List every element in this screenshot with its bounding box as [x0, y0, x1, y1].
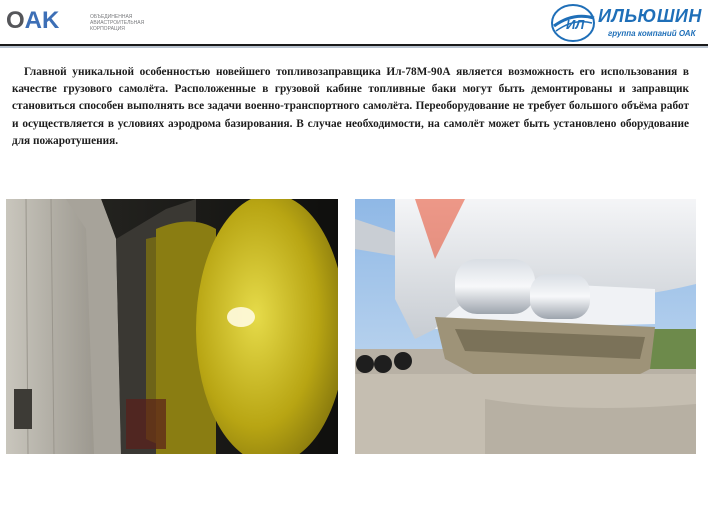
body-paragraph: Главной уникальной особенностью новейшего топливозаправщика Ил-78М-90А является возможность его использования в качестве грузового самолёта. Расположенные в грузовой кабине топливные баки могут быть демонтированы и заправщик становиться способен выполнять все задачи военно-транспортного самолёта. Переоборудование не требует большого объёма работ и осуществляется в условиях аэродрома базирования. В случае необходимости, на самолёт может быть установлено оборудование для пожаротушения.: [12, 66, 689, 147]
ilyushin-logo: [550, 2, 702, 44]
ilyushin-logo-name: ИЛЬЮШИН: [598, 6, 702, 26]
aircraft-ramp-photo: [355, 199, 696, 454]
ilyushin-logo-group: группа компаний ОАК: [608, 29, 696, 38]
fuel-tanks-cabin-photo: [6, 199, 338, 454]
oak-logo-subtitle: [90, 14, 150, 32]
header-divider-shadow: [0, 46, 708, 48]
slide-header: [0, 0, 708, 48]
oak-subtitle-line: АВИАСТРОИТЕЛЬНАЯ: [90, 20, 145, 26]
oak-subtitle-line: КОРПОРАЦИЯ: [90, 26, 125, 32]
oak-subtitle-line: ОБЪЕДИНЕННАЯ: [90, 14, 133, 20]
svg-text:ИЛ: ИЛ: [566, 17, 585, 32]
oak-logo: [6, 8, 146, 34]
oak-logo-mark: OAK: [6, 7, 60, 34]
ilyushin-emblem-icon: [550, 2, 596, 44]
